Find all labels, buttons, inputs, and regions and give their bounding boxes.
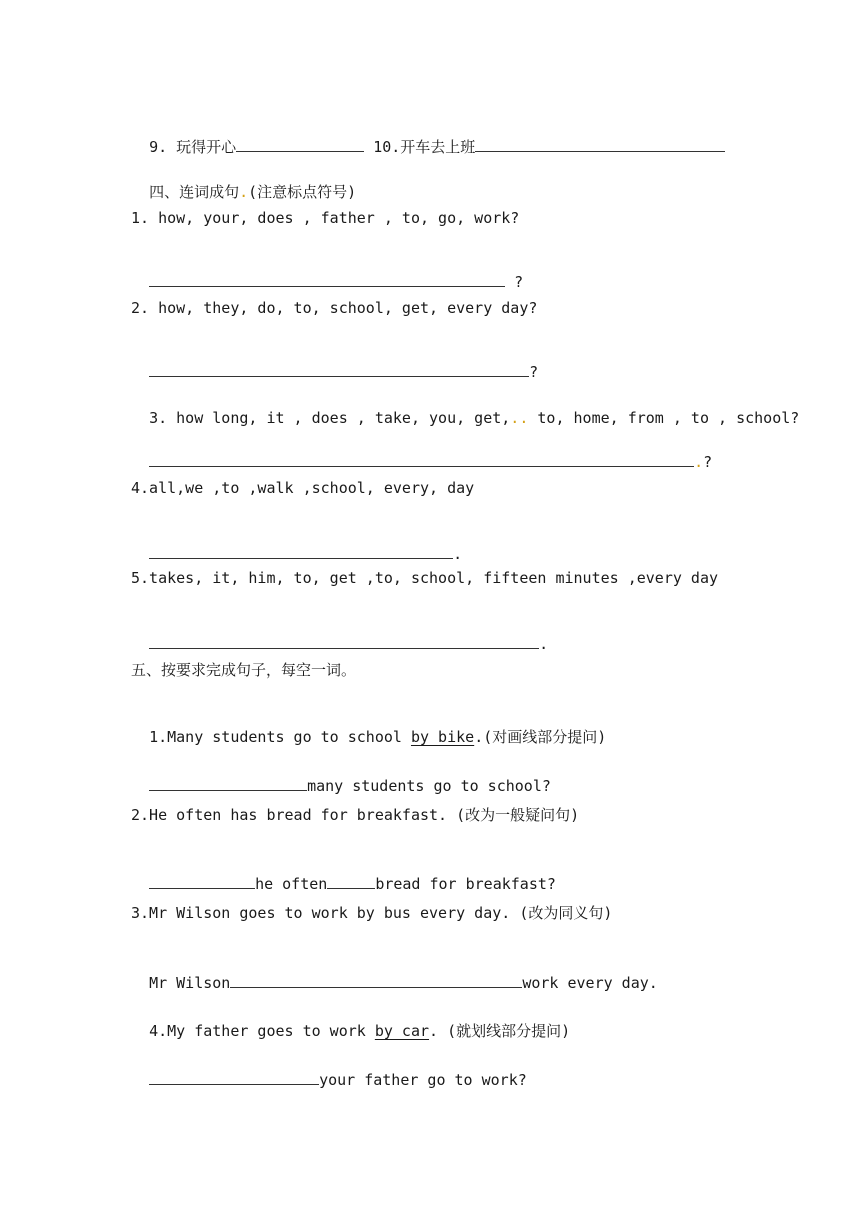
answer-text: work every day. [522,974,658,992]
answer-end-mark: . [453,545,463,563]
answer-end-mark: ? [703,453,713,471]
question-4-3-prompt [131,388,799,428]
answer-blank[interactable] [149,544,453,559]
question-4-5-answer-row [131,614,548,654]
question-5-1-prompt [131,707,606,747]
prompt-text: 4.My father goes to work [149,1022,375,1040]
question-5-4-answer-row [131,1050,527,1090]
question-4-4-prompt: 4.all,we ,to ,walk ,school, every, day [131,479,475,497]
prompt-part-b: to, home, from , to , school? [528,409,800,427]
question-5-2-prompt: 2.He often has bread for breakfast. (改为一般疑问句) [131,806,580,824]
answer-text: he often [255,875,328,893]
answer-text: your father go to work? [319,1071,527,1089]
section-4-note: (注意标点符号) [248,183,357,201]
answer-blank[interactable] [149,362,529,377]
question-4-3-answer-row [131,432,712,472]
answer-end-mark: ? [529,363,539,381]
question-5-4-prompt [131,1001,570,1041]
answer-blank[interactable] [149,776,307,791]
answer-blank[interactable] [230,973,522,988]
question-5-2-answer-row [131,854,556,894]
underlined-phrase: by car [374,1022,430,1040]
question-5-1-answer-row [131,756,551,796]
item-9-blank[interactable] [236,137,364,152]
answer-text: many students go to school? [307,777,551,795]
underlined-phrase: by bike [410,728,475,746]
answer-blank[interactable] [149,874,255,889]
question-5-3-answer-row [131,953,658,993]
prompt-text: 1.Many students go to school [149,728,411,746]
answer-text: bread for breakfast? [375,875,556,893]
item-9-label: 9. 玩得开心 [149,138,237,156]
question-5-3-prompt: 3.Mr Wilson goes to work by bus every day. (改为同义句) [131,904,613,922]
heading-dot-mark: . [239,183,249,201]
answer-text: Mr Wilson [149,974,231,992]
answer-blank[interactable] [149,634,539,649]
question-4-2-prompt: 2. how, they, do, to, school, get, every day? [131,299,538,317]
answer-blank[interactable] [327,874,375,889]
prompt-instruction: .(对画线部分提问) [474,728,607,746]
answer-blank[interactable] [149,272,505,287]
section-5-heading: 五、按要求完成句子，每空一词。 [131,661,357,679]
item-10-blank[interactable] [475,137,725,152]
question-4-1-prompt: 1. how, your, does , father , to, go, work? [131,209,520,227]
question-4-1-answer-row [131,252,523,292]
question-4-4-answer-row [131,524,462,564]
section-4-heading [131,162,356,202]
question-4-5-prompt: 5.takes, it, him, to, get ,to, school, fifteen minutes ,every day [131,569,718,587]
phrase-items-row [131,117,725,157]
question-4-2-answer-row [131,342,538,382]
answer-end-mark: ? [505,273,524,291]
section-4-title: 四、连词成句 [149,183,240,201]
prompt-part-a: 3. how long, it , does , take, you, get, [149,409,511,427]
prompt-instruction: . (就划线部分提问) [429,1022,571,1040]
answer-blank[interactable] [149,1070,319,1085]
answer-end-mark: . [539,635,549,653]
answer-dot-mark: . [694,453,704,471]
prompt-dot-mark: .. [510,409,529,427]
answer-blank[interactable] [149,452,694,467]
item-10-label: 10.开车去上班 [373,138,476,156]
